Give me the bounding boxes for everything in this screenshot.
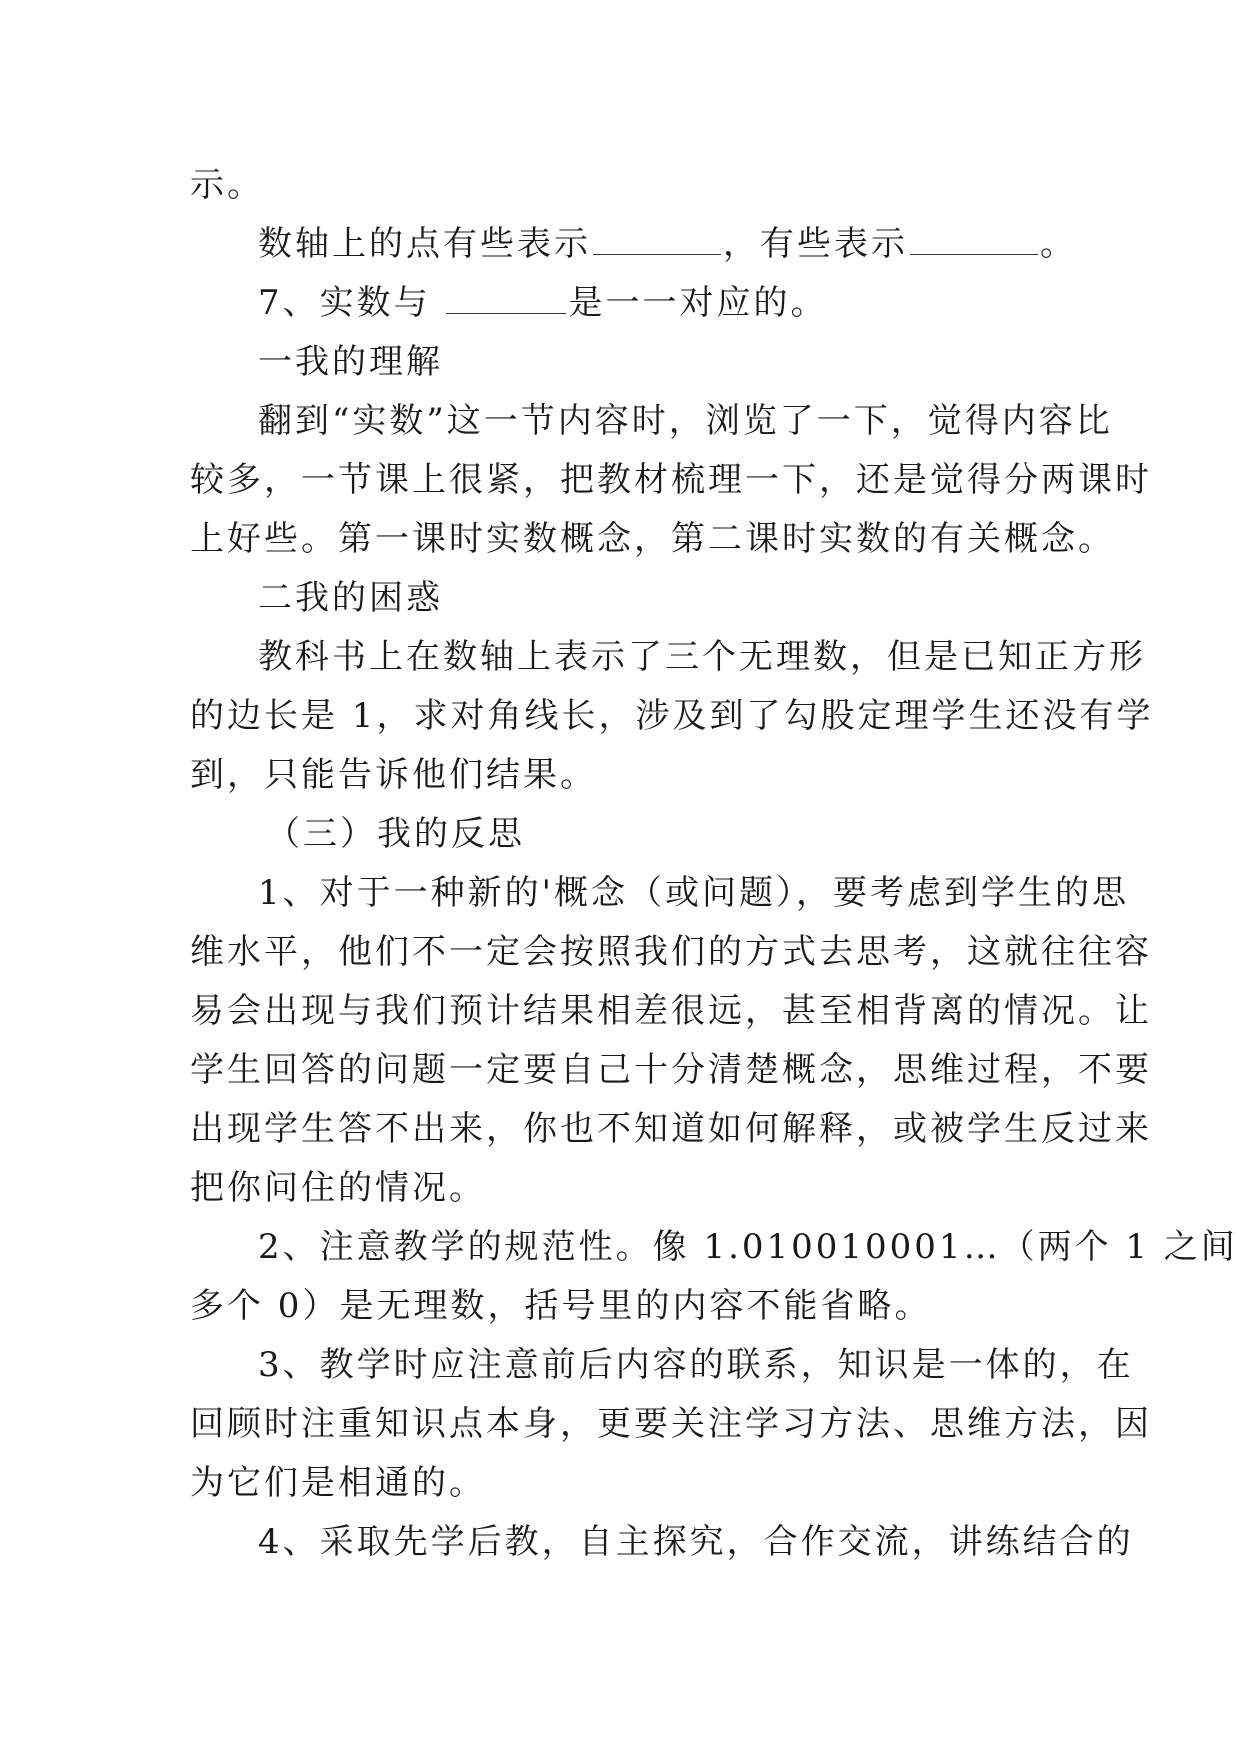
paragraph-line: 上好些。第一课时实数概念，第二课时实数的有关概念。 <box>190 519 1115 559</box>
paragraph-line: 1、对于一种新的'概念（或问题），要考虑到学生的思 <box>258 873 1129 913</box>
paragraph-line: 为它们是相通的。 <box>190 1463 486 1503</box>
fill-blank-2 <box>910 224 1038 255</box>
paragraph-line: 教科书上在数轴上表示了三个无理数，但是已知正方形 <box>258 637 1146 677</box>
heading-confusion: 二我的困惑 <box>258 578 443 618</box>
line-fragment: 示。 <box>190 165 264 205</box>
item-6-end: 。 <box>1040 224 1077 264</box>
heading-reflection: （三）我的反思 <box>266 814 525 854</box>
fill-blank-3 <box>446 283 566 314</box>
item-6-lead: 数轴上的点有些表示 <box>258 224 591 264</box>
document-body <box>190 156 1238 1572</box>
item-7-end: 是一一对应的。 <box>568 283 828 323</box>
item-7-line <box>190 274 1054 333</box>
item-7-lead: 7、实数与 <box>258 283 431 323</box>
paragraph-line: 易会出现与我们预计结果相差很远，甚至相背离的情况。让 <box>190 991 1152 1031</box>
paragraph-line: 的边长是 1，求对角线长，涉及到了勾股定理学生还没有学 <box>190 696 1154 736</box>
paragraph-line: 学生回答的问题一定要自己十分清楚概念，思维过程，不要 <box>190 1050 1152 1090</box>
paragraph-line: 4、采取先学后教，自主探究，合作交流，讲练结合的 <box>258 1522 1134 1562</box>
paragraph-line: 到，只能告诉他们结果。 <box>190 755 597 795</box>
paragraph-line: 出现学生答不出来，你也不知道如何解释，或被学生反过来 <box>190 1109 1152 1149</box>
paragraph-line: 较多，一节课上很紧，把教材梳理一下，还是觉得分两课时 <box>190 460 1152 500</box>
paragraph-line: 回顾时注重知识点本身，更要关注学习方法、思维方法，因 <box>190 1404 1152 1444</box>
paragraph-line: 多个 0）是无理数，括号里的内容不能省略。 <box>190 1286 932 1326</box>
paragraph-line: 3、教学时应注意前后内容的联系，知识是一体的，在 <box>258 1345 1134 1385</box>
paragraph-line: 维水平，他们不一定会按照我们的方式去思考，这就往往容 <box>190 932 1152 972</box>
fill-blank-1 <box>593 224 721 255</box>
paragraph-line: 2、注意教学的规范性。像 1.010010001…（两个 1 之间 <box>258 1227 1238 1267</box>
item-6-mid: ，有些表示 <box>723 224 908 264</box>
heading-understanding: 一我的理解 <box>258 342 443 382</box>
paragraph-line: 把你问住的情况。 <box>190 1168 486 1208</box>
paragraph-line: 翻到“实数”这一节内容时，浏览了一下，觉得内容比 <box>258 401 1113 441</box>
item-6-line <box>190 215 1077 274</box>
